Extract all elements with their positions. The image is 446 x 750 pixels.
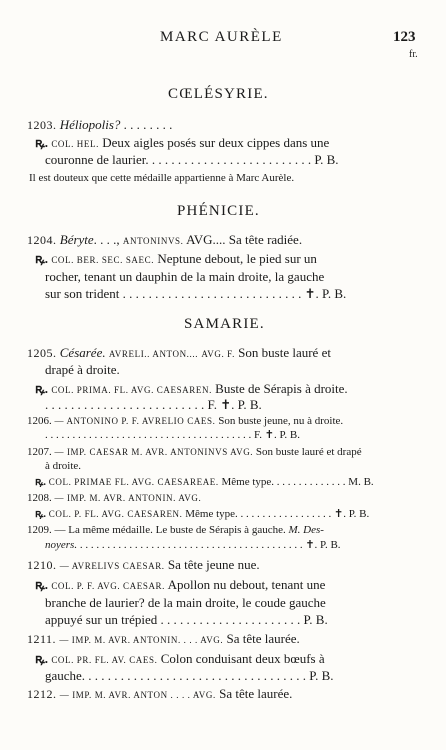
obverse-legend: — IMP. M. AVR. ANTON . . . . AVG. <box>59 690 216 700</box>
entry-number: 1207. <box>27 446 52 458</box>
reverse-text: Colon conduisant deux bœufs à <box>160 651 325 666</box>
entry-text: — La même médaille. Le buste de Sérapis à gauche. <box>54 524 286 536</box>
entry-1206-line2: . . . . . . . . . . . . . . . . . . . . . . . . . . . . . . . . . . . . . . F. ✝. P. B. <box>45 429 300 441</box>
section-title-samarie: SAMARIE. <box>184 316 265 332</box>
reverse-symbol: ꝶ. <box>35 508 47 520</box>
running-title: MARC AURÈLE <box>160 29 283 45</box>
obverse-legend: ANTONINVS. <box>122 236 184 246</box>
entry-1205-line2: drapé à droite. <box>45 362 120 377</box>
obverse-legend-cont: AVG. F. <box>201 349 235 359</box>
reverse-text: Même type. . . . . . . . . . . . . . M. B. <box>221 476 374 488</box>
entry-number: 1204. <box>27 233 57 247</box>
entry-1203-line1 <box>27 116 172 134</box>
entry-number: 1212. <box>27 687 57 701</box>
obverse-text: Son buste lauré et <box>238 345 331 360</box>
entry-1203-reverse-cont: couronne de laurier. . . . . . . . . . . . . . . . . . . . . . . . . . P. B. <box>45 152 339 167</box>
entry-1211-reverse-cont: gauche. . . . . . . . . . . . . . . . . . . . . . . . . . . . . . . . . . . P. B. <box>45 668 334 683</box>
obverse-legend: — IMP. M. AVR. ANTONIN. . . . AVG. <box>59 635 224 645</box>
reverse-legend: COL. PRIMA. FL. AVG. CAESAREN. <box>51 385 212 395</box>
obverse-text: Son buste jeune, nu à droite. <box>218 415 344 427</box>
entry-1212-line1 <box>27 685 292 704</box>
entry-number: 1205. <box>27 346 57 360</box>
reverse-text: Même type. . . . . . . . . . . . . . . . . . ✝. P. B. <box>185 508 370 520</box>
obverse-text: Sa tête laurée. <box>226 631 300 646</box>
section-title-coelesyrie: CŒLÉSYRIE. <box>168 86 269 102</box>
obverse-legend: — AVRELIVS CAESAR. <box>59 561 165 571</box>
entry-1210-line1 <box>27 556 260 575</box>
reverse-legend: COL. PRIMAE FL. AVG. CAESAREAE. <box>48 477 219 487</box>
obverse-legend: — IMP. M. AVR. ANTONIN. AVG. <box>54 493 202 503</box>
reverse-text: Apollon nu debout, tenant une <box>167 577 326 592</box>
reverse-symbol: ꝶ. <box>35 651 49 666</box>
reverse-legend: COL. HEL. <box>51 139 99 149</box>
entry-1210-reverse-cont2: appuyé sur un trépied . . . . . . . . . . . . . . . . . . . . . . P. B. <box>45 612 328 627</box>
entry-1203-note: Il est douteux que cette médaille appartienne à Marc Aurèle. <box>29 172 295 184</box>
reverse-text: Deux aigles posés sur deux cippes dans une <box>102 135 330 150</box>
entry-1207-line2: à droite. <box>45 460 82 472</box>
obverse-text: AVG.... Sa tête radiée. <box>186 232 303 247</box>
entry-1204-reverse-cont2: sur son trident . . . . . . . . . . . . . . . . . . . . . . . . . . . . ✝. P. B. <box>45 286 347 301</box>
entry-1207-reverse <box>35 475 374 490</box>
entry-1205-reverse-cont: . . . . . . . . . . . . . . . . . . . . . . . . . F. ✝. P. B. <box>45 397 262 412</box>
entry-1204-reverse-cont: rocher, tenant un dauphin de la main droite, la gauche <box>45 269 325 284</box>
page-number: 123 <box>393 29 416 45</box>
entry-number: 1203. <box>27 118 57 132</box>
reverse-text: Neptune debout, le pied sur un <box>157 251 317 266</box>
entry-1207-line1 <box>27 445 362 460</box>
reverse-symbol: ꝶ. <box>35 381 49 396</box>
entry-1209-line1 <box>27 523 324 538</box>
reverse-legend: COL. BER. SEC. SAEC. <box>51 255 155 265</box>
entry-1211-line1 <box>27 630 300 649</box>
entry-1208-line1 <box>27 491 201 506</box>
reverse-legend: COL. P. F. AVG. CAESAR. <box>51 581 166 591</box>
obverse-text: Son buste lauré et drapé <box>255 446 362 458</box>
entry-number: 1209. <box>27 524 52 536</box>
entry-number: 1210. <box>27 558 57 572</box>
reverse-legend: COL. PR. FL. AV. CAES. <box>51 655 158 665</box>
reverse-text: Buste de Sérapis à droite. <box>215 381 348 396</box>
leader-dots: . . . . . . . . <box>123 117 173 132</box>
reverse-symbol: ꝶ. <box>35 135 49 150</box>
entry-number: 1211. <box>27 632 57 646</box>
entry-1206-line1 <box>27 414 343 429</box>
source-reference-cont: noyers. <box>45 539 78 551</box>
mint-name: Béryte <box>59 232 94 247</box>
reverse-symbol: ꝶ. <box>35 251 49 266</box>
entry-1210-reverse <box>35 576 325 595</box>
page-note: fr. <box>409 49 418 60</box>
obverse-legend: — ANTONINO P. F. AVRELIO CAES. <box>54 416 216 426</box>
obverse-legend: — IMP. CAESAR M. AVR. ANTONINVS AVG. <box>54 447 254 457</box>
reverse-symbol: ꝶ. <box>35 476 47 488</box>
obverse-text: Sa tête jeune nue. <box>167 557 260 572</box>
entry-1204-reverse <box>35 250 317 269</box>
entry-number: 1208. <box>27 492 52 504</box>
leader-dots: . . . ., <box>93 232 120 247</box>
reverse-symbol: ꝶ. <box>35 577 49 592</box>
section-title-phenicie: PHÉNICIE. <box>177 203 260 219</box>
entry-1204-line1 <box>27 231 302 250</box>
entry-1210-reverse-cont: branche de laurier? de la main droite, le coude gauche <box>45 595 326 610</box>
mint-name: Héliopolis? <box>59 117 121 132</box>
entry-number: 1206. <box>27 415 52 427</box>
obverse-legend: AVRELI.. ANTON.... <box>108 349 199 359</box>
leader-dots: . . . . . . . . . . . . . . . . . . . . . . . . . . . . . . . . . . . . . . . . . ✝. P. B. <box>79 539 341 551</box>
entry-1209-line2 <box>45 538 341 553</box>
mint-name: Césarée. <box>59 345 106 360</box>
source-reference: M. Des- <box>288 524 324 536</box>
obverse-text: Sa tête laurée. <box>219 686 293 701</box>
entry-1208-reverse <box>35 507 369 522</box>
reverse-legend: COL. P. FL. AVG. CAESAREN. <box>48 509 183 519</box>
